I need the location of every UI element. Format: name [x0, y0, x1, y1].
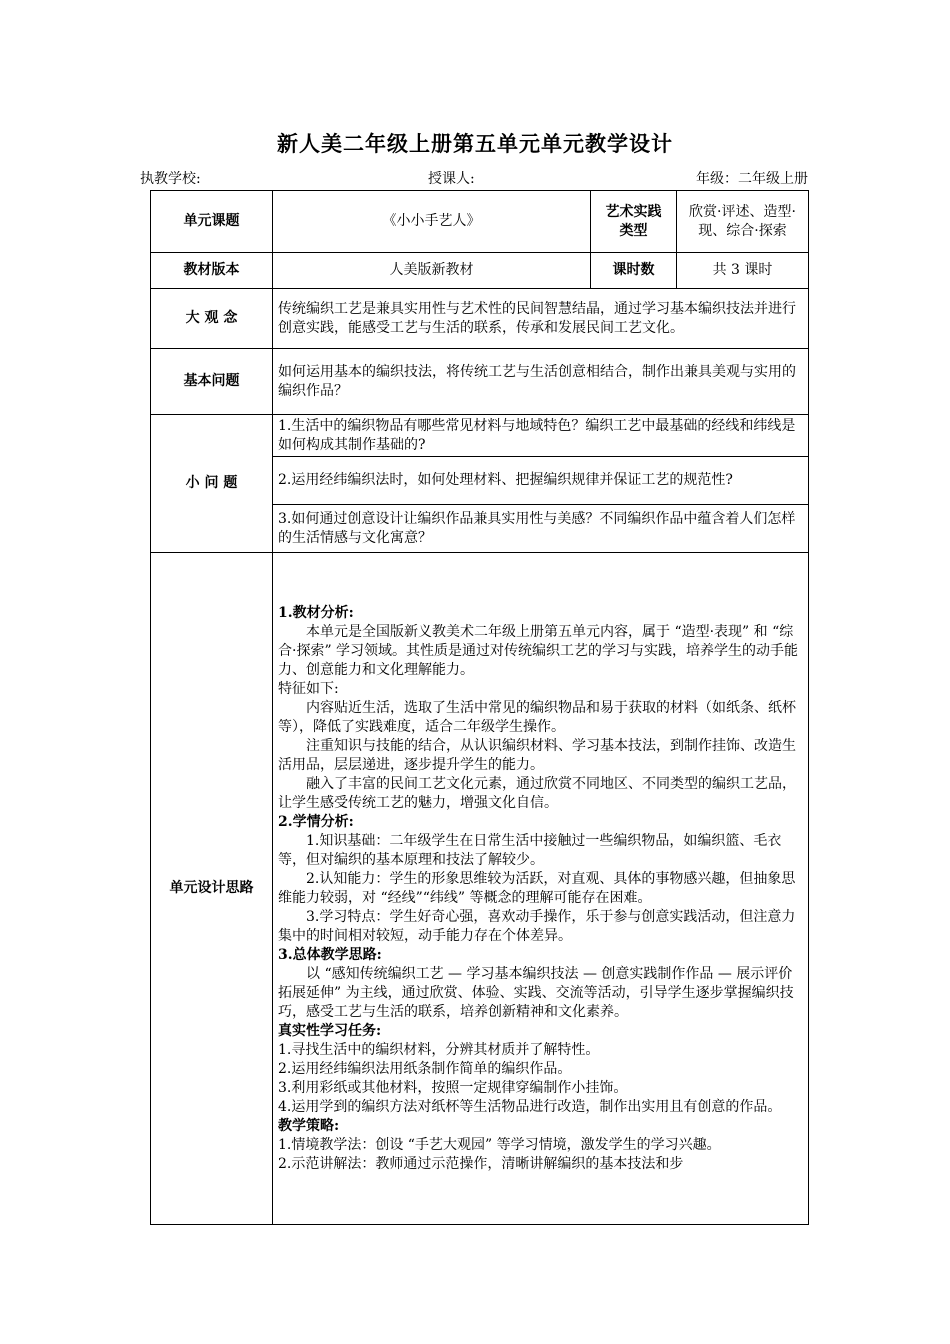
big-idea-value: 传统编织工艺是兼具实用性与艺术性的民间智慧结晶，通过学习基本编织技法并进行创意实践，能感受工艺与生活的联系，传承和发展民间工艺文化。 — [273, 289, 809, 349]
real-task-heading: 真实性学习任务: — [278, 1022, 382, 1039]
textbook-analysis-heading: 1.教材分析: — [278, 604, 354, 621]
design-row — [151, 553, 809, 1225]
real-task-1: 1.寻找生活中的编织材料，分辨其材质并了解特性。 — [278, 1041, 600, 1058]
small-question-label: 小 问 题 — [151, 415, 273, 553]
practice-value: 欣赏·评述、造型·现、综合·探索 — [677, 191, 809, 253]
unit-row — [151, 191, 809, 253]
student-analysis-1: 1.知识基础：二年级学生在日常生活中接触过一些编织物品，如编织篮、毛衣等，但对编织的基本原理和技法了解较少。 — [278, 832, 782, 868]
real-task-3: 3.利用彩纸或其他材料，按照一定规律穿编制作小挂饰。 — [278, 1079, 628, 1096]
feature-2: 注重知识与技能的结合，从认识编织材料、学习基本技法，到制作挂饰、改造生活用品，层层递进，逐步提升学生的能力。 — [278, 737, 796, 773]
lesson-design-table — [150, 190, 809, 1225]
document-title: 新人美二年级上册第五单元单元教学设计 — [277, 131, 673, 156]
feature-3: 融入了丰富的民间工艺文化元素，通过欣赏不同地区、不同类型的编织工艺品，让学生感受传统工艺的魅力，增强文化自信。 — [278, 775, 796, 811]
student-analysis-3: 3.学习特点：学生好奇心强，喜欢动手操作，乐于参与创意实践活动，但注意力集中的时间相对较短，动手能力存在个体差异。 — [278, 908, 796, 944]
grade-label: 年级：二年级上册 — [696, 171, 808, 187]
big-idea-row — [151, 289, 809, 349]
feature-intro: 特征如下: — [278, 680, 339, 697]
real-task-2: 2.运用经纬编织法用纸条制作简单的编织作品。 — [278, 1060, 572, 1077]
basic-question-row — [151, 349, 809, 415]
feature-1: 内容贴近生活，选取了生活中常见的编织物品和易于获取的材料（如纸条、纸杯等），降低了实践难度，适合二年级学生操作。 — [278, 699, 796, 735]
design-content — [273, 553, 809, 1225]
edition-value: 人美版新教材 — [273, 253, 591, 289]
meta-line — [140, 168, 808, 190]
edition-label: 教材版本 — [151, 253, 273, 289]
basic-question-value: 如何运用基本的编织技法，将传统工艺与生活创意相结合，制作出兼具美观与实用的编织作品？ — [273, 349, 809, 415]
school-label: 执教学校: — [140, 171, 201, 187]
hours-label: 课时数 — [591, 253, 677, 289]
strategy-1: 1.情境教学法：创设 “手艺大观园” 等学习情境，激发学生的学习兴趣。 — [278, 1136, 721, 1153]
real-task-4: 4.运用学到的编织方法对纸杯等生活物品进行改造，制作出实用且有创意的作品。 — [278, 1098, 782, 1115]
small-question-1: 1.生活中的编织物品有哪些常见材料与地域特色？编织工艺中最基础的经线和纬线是如何构成其制作基础的? — [273, 415, 809, 457]
hours-value: 共 3 课时 — [677, 253, 809, 289]
design-label: 单元设计思路 — [151, 553, 273, 1225]
student-analysis-heading: 2.学情分析: — [278, 813, 354, 830]
strategy-2: 2.示范讲解法：教师通过示范操作，清晰讲解编织的基本技法和步 — [278, 1155, 684, 1172]
teaching-approach-text: 以 “感知传统编织工艺 — 学习基本编织技法 — 创意实践制作作品 — 展示评价拓展延伸” 为主线，通过欣赏、体验、实践、交流等活动，引导学生逐步掌握编织技巧，感受工艺与生活的联系，培养创新精神和文化素养。 — [278, 965, 794, 1020]
small-question-2: 2.运用经纬编织法时，如何处理材料、把握编织规律并保证工艺的规范性? — [273, 457, 809, 505]
basic-question-label: 基本问题 — [151, 349, 273, 415]
teaching-strategy-heading: 教学策略: — [278, 1117, 340, 1134]
teaching-approach-heading: 3.总体教学思路: — [278, 946, 382, 963]
small-question-3: 3.如何通过创意设计让编织作品兼具实用性与美感？不同编织作品中蕴含着人们怎样的生活情感与文化寓意？ — [273, 505, 809, 553]
big-idea-label: 大 观 念 — [151, 289, 273, 349]
practice-label: 艺术实践类型 — [591, 191, 677, 253]
textbook-analysis-text: 本单元是全国版新义教美术二年级上册第五单元内容，属于 “造型·表现” 和 “综合·探索” 学习领域。其性质是通过对传统编织工艺的学习与实践，培养学生的动手能力、创意能力和文化理解能力。 — [278, 623, 799, 678]
unit-value: 《小小手艺人》 — [273, 191, 591, 253]
edition-row — [151, 253, 809, 289]
student-analysis-2: 2.认知能力：学生的形象思维较为活跃，对直观、具体的事物感兴趣，但抽象思维能力较弱，对 “经线”“纬线” 等概念的理解可能存在困难。 — [278, 870, 796, 906]
unit-label: 单元课题 — [151, 191, 273, 253]
small-question-row-1 — [151, 415, 809, 457]
teacher-label: 授课人: — [428, 171, 475, 187]
